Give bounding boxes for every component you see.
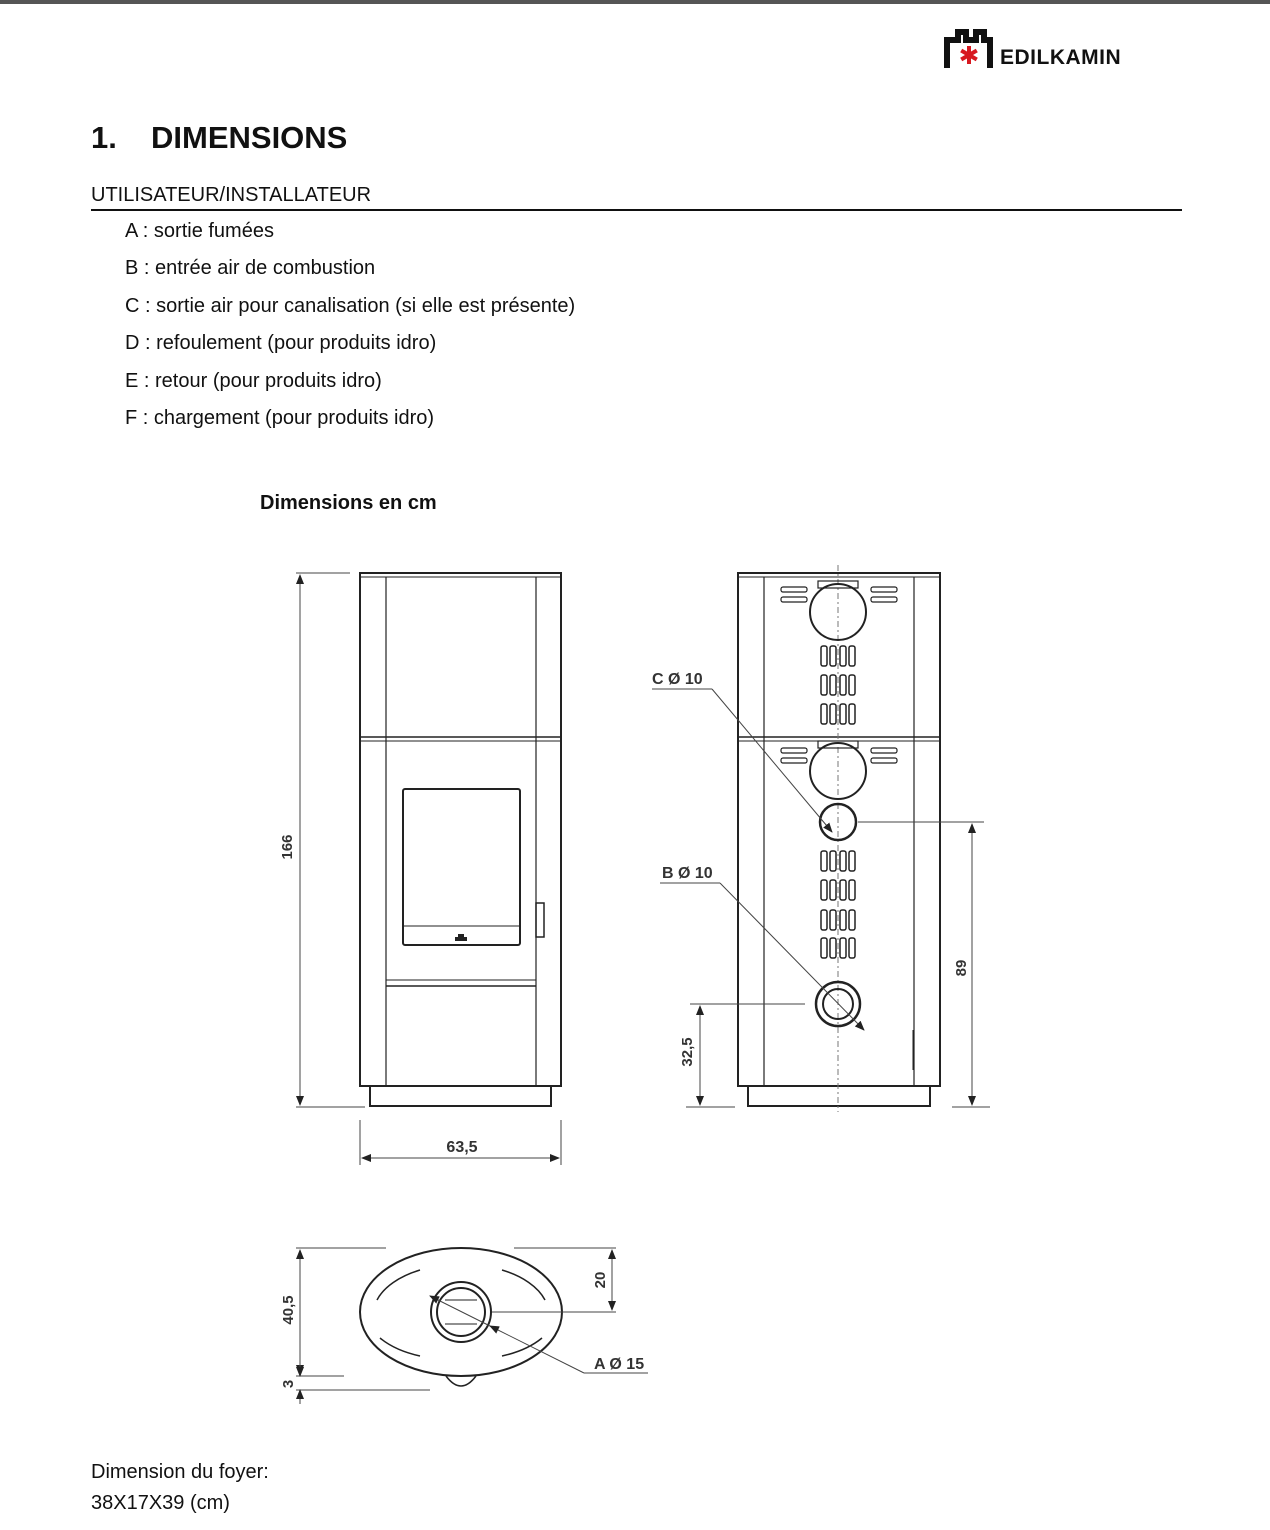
front-dimensions: [296, 573, 561, 1165]
outlet-c-label: C Ø 10: [652, 671, 703, 688]
rear-height-b-label: 32,5: [679, 1037, 696, 1067]
front-width-label: 63,5: [446, 1139, 478, 1156]
firebox-value: 38X17X39 (cm): [91, 1492, 230, 1514]
rear-view: [738, 565, 940, 1112]
connection-legend: [125, 218, 575, 442]
firebox-label: Dimension du foyer:: [91, 1461, 269, 1483]
legend-item: F : chargement (pour produits idro): [125, 406, 435, 429]
top-foot-label: 3: [280, 1379, 297, 1389]
section-divider: [91, 209, 1182, 211]
stove-dimension-drawing: [0, 540, 1270, 1440]
rear-height-c-label: 89: [953, 959, 970, 977]
top-rule: [0, 0, 1270, 4]
top-offset-label: 20: [592, 1271, 609, 1289]
top-view: [360, 1248, 562, 1386]
inlet-b-label: B Ø 10: [662, 865, 713, 882]
front-height-label: 166: [279, 834, 296, 860]
legend-item: E : retour (pour produits idro): [125, 369, 382, 392]
front-view: [360, 573, 561, 1106]
units-caption: Dimensions en cm: [260, 492, 437, 514]
page-title: [91, 120, 347, 156]
legend-item: B : entrée air de combustion: [125, 257, 376, 280]
flue-a-label: A Ø 15: [594, 1356, 645, 1373]
brand-name: EDILKAMIN: [1000, 46, 1122, 69]
chimney-logo-icon: [944, 26, 994, 72]
section-title: DIMENSIONS: [151, 120, 348, 155]
top-depth-label: 40,5: [280, 1295, 297, 1325]
legend-item: A : sortie fumées: [125, 220, 274, 242]
firebox-dimensions: [91, 1457, 269, 1519]
brand-logo: [944, 26, 1174, 72]
audience-label: UTILISATEUR/INSTALLATEUR: [91, 184, 372, 206]
legend-item: D : refoulement (pour produits idro): [125, 332, 437, 355]
section-number: 1.: [91, 120, 117, 155]
legend-item: C : sortie air pour canalisation (si elle est présente): [125, 294, 576, 317]
